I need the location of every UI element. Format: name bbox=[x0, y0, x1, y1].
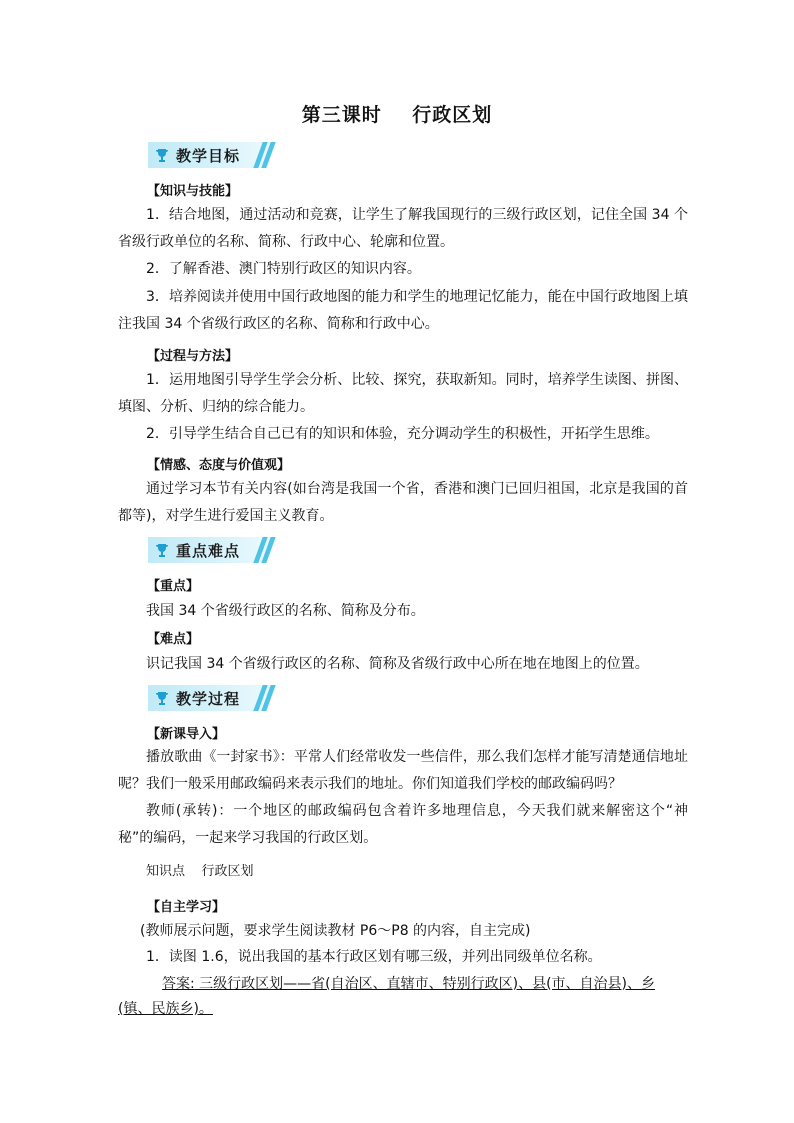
page-title: 第三课时 行政区划 bbox=[301, 104, 493, 126]
subheading-key-point: 【重点】 bbox=[147, 579, 200, 594]
paragraph: 识记我国 34 个省级行政区的名称、简称及省级行政中心所在地在地图上的位置。 bbox=[146, 656, 649, 672]
paragraph: 教师(承转)：一个地区的邮政编码包含着许多地理信息，今天我们就来解密这个“神秘”的编码，一起来学习我国的行政区划。 bbox=[118, 803, 688, 846]
subheading-self-study: 【自主学习】 bbox=[147, 900, 226, 915]
subheading-values: 【情感、态度与价值观】 bbox=[147, 458, 291, 473]
trophy-icon bbox=[154, 147, 170, 163]
paragraph: 1．读图 1.6，说出我国的基本行政区划有哪三级，并列出同级单位名称。 bbox=[146, 949, 602, 965]
section-title-key: 重点难点 bbox=[176, 542, 241, 560]
subheading-knowledge: 【知识与技能】 bbox=[147, 184, 239, 199]
paragraph: (教师展示问题，要求学生阅读教材 P6～P8 的内容，自主完成) bbox=[140, 923, 531, 939]
subheading-intro: 【新课导入】 bbox=[147, 727, 226, 742]
paragraph: 2．引导学生结合自己已有的知识和体验，充分调动学生的积极性，开拓学生思维。 bbox=[146, 426, 659, 442]
knowledge-point: 知识点 行政区划 bbox=[146, 864, 254, 879]
subheading-difficulty: 【难点】 bbox=[147, 632, 200, 647]
trophy-icon bbox=[154, 690, 170, 706]
section-banner-key bbox=[148, 537, 274, 563]
section-title-process: 教学过程 bbox=[176, 690, 241, 708]
paragraph: 播放歌曲《一封家书》：平常人们经常收发一些信件，那么我们怎样才能写清楚通信地址呢？我们一般采用邮政编码来表示我们的地址。你们知道我们学校的邮政编码吗？ bbox=[118, 749, 688, 792]
answer-text: 三级行政区划——省(自治区、直辖市、特别行政区)、县(市、自治县)、乡(镇、民族乡)。 bbox=[118, 976, 656, 1017]
paragraph: 1．结合地图，通过活动和竞赛，让学生了解我国现行的三级行政区划，记住全国 34 个省级行政单位的名称、简称、行政中心、轮廓和位置。 bbox=[118, 207, 688, 250]
section-banner-process bbox=[148, 685, 274, 711]
paragraph: 我国 34 个省级行政区的名称、简称及分布。 bbox=[146, 603, 425, 619]
answer-block bbox=[118, 972, 688, 1022]
answer-label: 答案: bbox=[162, 976, 195, 992]
section-title-goals: 教学目标 bbox=[176, 147, 241, 165]
trophy-icon bbox=[154, 542, 170, 558]
subheading-process-method: 【过程与方法】 bbox=[147, 349, 239, 364]
paragraph: 3．培养阅读并使用中国行政地图的能力和学生的地理记忆能力，能在中国行政地图上填注我国 34 个省级行政区的名称、简称和行政中心。 bbox=[118, 289, 688, 332]
paragraph: 1．运用地图引导学生学会分析、比较、探究，获取新知。同时，培养学生读图、拼图、填图、分析、归纳的综合能力。 bbox=[118, 372, 688, 415]
section-banner-goals bbox=[148, 142, 274, 168]
paragraph: 2．了解香港、澳门特别行政区的知识内容。 bbox=[146, 261, 421, 277]
paragraph: 通过学习本节有关内容(如台湾是我国一个省，香港和澳门已回归祖国，北京是我国的首都等)，对学生进行爱国主义教育。 bbox=[118, 481, 688, 524]
